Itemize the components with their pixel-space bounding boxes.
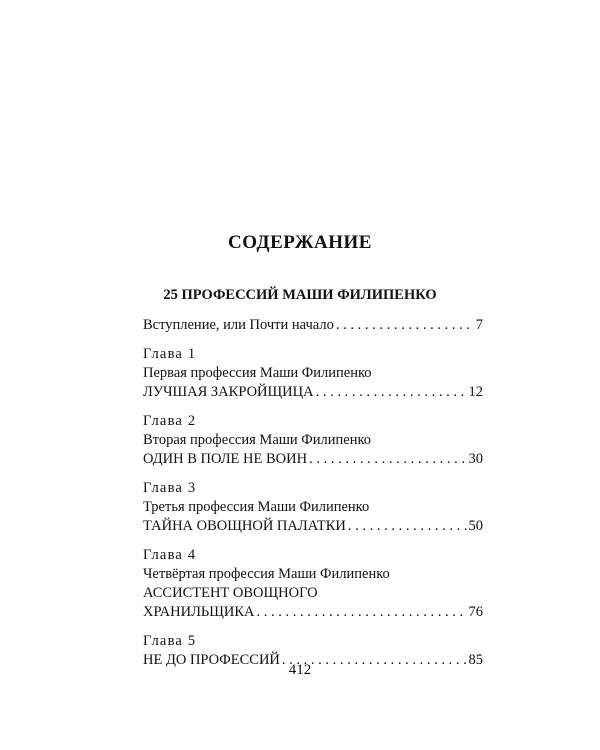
toc-leader-line: [143, 383, 483, 402]
toc-entry-chapter-2: [143, 412, 483, 469]
toc-entry-intro: [143, 316, 483, 335]
chapter-label: Глава 1: [143, 346, 197, 362]
toc-leader-line: [143, 517, 483, 536]
chapter-label: Глава 5: [143, 633, 197, 649]
toc-page-number: 76: [468, 604, 483, 620]
contents-heading: СОДЕРЖАНИЕ: [228, 232, 372, 253]
chapter-title-line: АССИСТЕНТ ОВОЩНОГО: [143, 585, 318, 601]
chapter-subtitle: Четвёртая профессия Маши Филипенко: [143, 566, 390, 582]
table-of-contents: [143, 316, 483, 680]
dot-leader: [309, 450, 466, 469]
chapter-title: НЕ ДО ПРОФЕССИЙ: [143, 652, 280, 668]
dot-leader: [316, 383, 467, 402]
toc-page-number: 7: [475, 317, 483, 333]
toc-leader-line: [143, 316, 483, 335]
toc-entry-title: Вступление, или Почти начало: [143, 317, 334, 333]
toc-page-number: 50: [468, 518, 483, 534]
chapter-title: ТАЙНА ОВОЩНОЙ ПАЛАТКИ: [143, 518, 346, 534]
chapter-label: Глава 4: [143, 547, 197, 563]
chapter-title: ОДИН В ПОЛЕ НЕ ВОИН: [143, 451, 308, 467]
toc-page-number: 12: [468, 384, 483, 400]
dot-leader: [257, 603, 467, 622]
chapter-subtitle: Вторая профессия Маши Филипенко: [143, 432, 372, 448]
chapter-subtitle: Первая профессия Маши Филипенко: [143, 365, 372, 381]
toc-leader-line: [143, 450, 483, 469]
toc-leader-line: [143, 603, 483, 622]
toc-page-number: 85: [468, 652, 483, 668]
chapter-label: Глава 2: [143, 413, 197, 429]
dot-leader: [348, 517, 467, 536]
page-number-folio: 412: [288, 662, 312, 678]
toc-entry-chapter-3: [143, 479, 483, 536]
toc-entry-chapter-4: [143, 546, 483, 622]
toc-page-number: 30: [468, 451, 483, 467]
chapter-title: ХРАНИЛЬЩИКА: [143, 604, 255, 620]
toc-entry-chapter-1: [143, 345, 483, 402]
chapter-subtitle: Третья профессия Маши Филипенко: [143, 499, 370, 515]
book-title-heading: 25 ПРОФЕССИЙ МАШИ ФИЛИПЕНКО: [163, 287, 437, 303]
chapter-title: ЛУЧШАЯ ЗАКРОЙЩИЦА: [143, 384, 314, 400]
dot-leader: [336, 316, 474, 335]
chapter-label: Глава 3: [143, 480, 197, 496]
